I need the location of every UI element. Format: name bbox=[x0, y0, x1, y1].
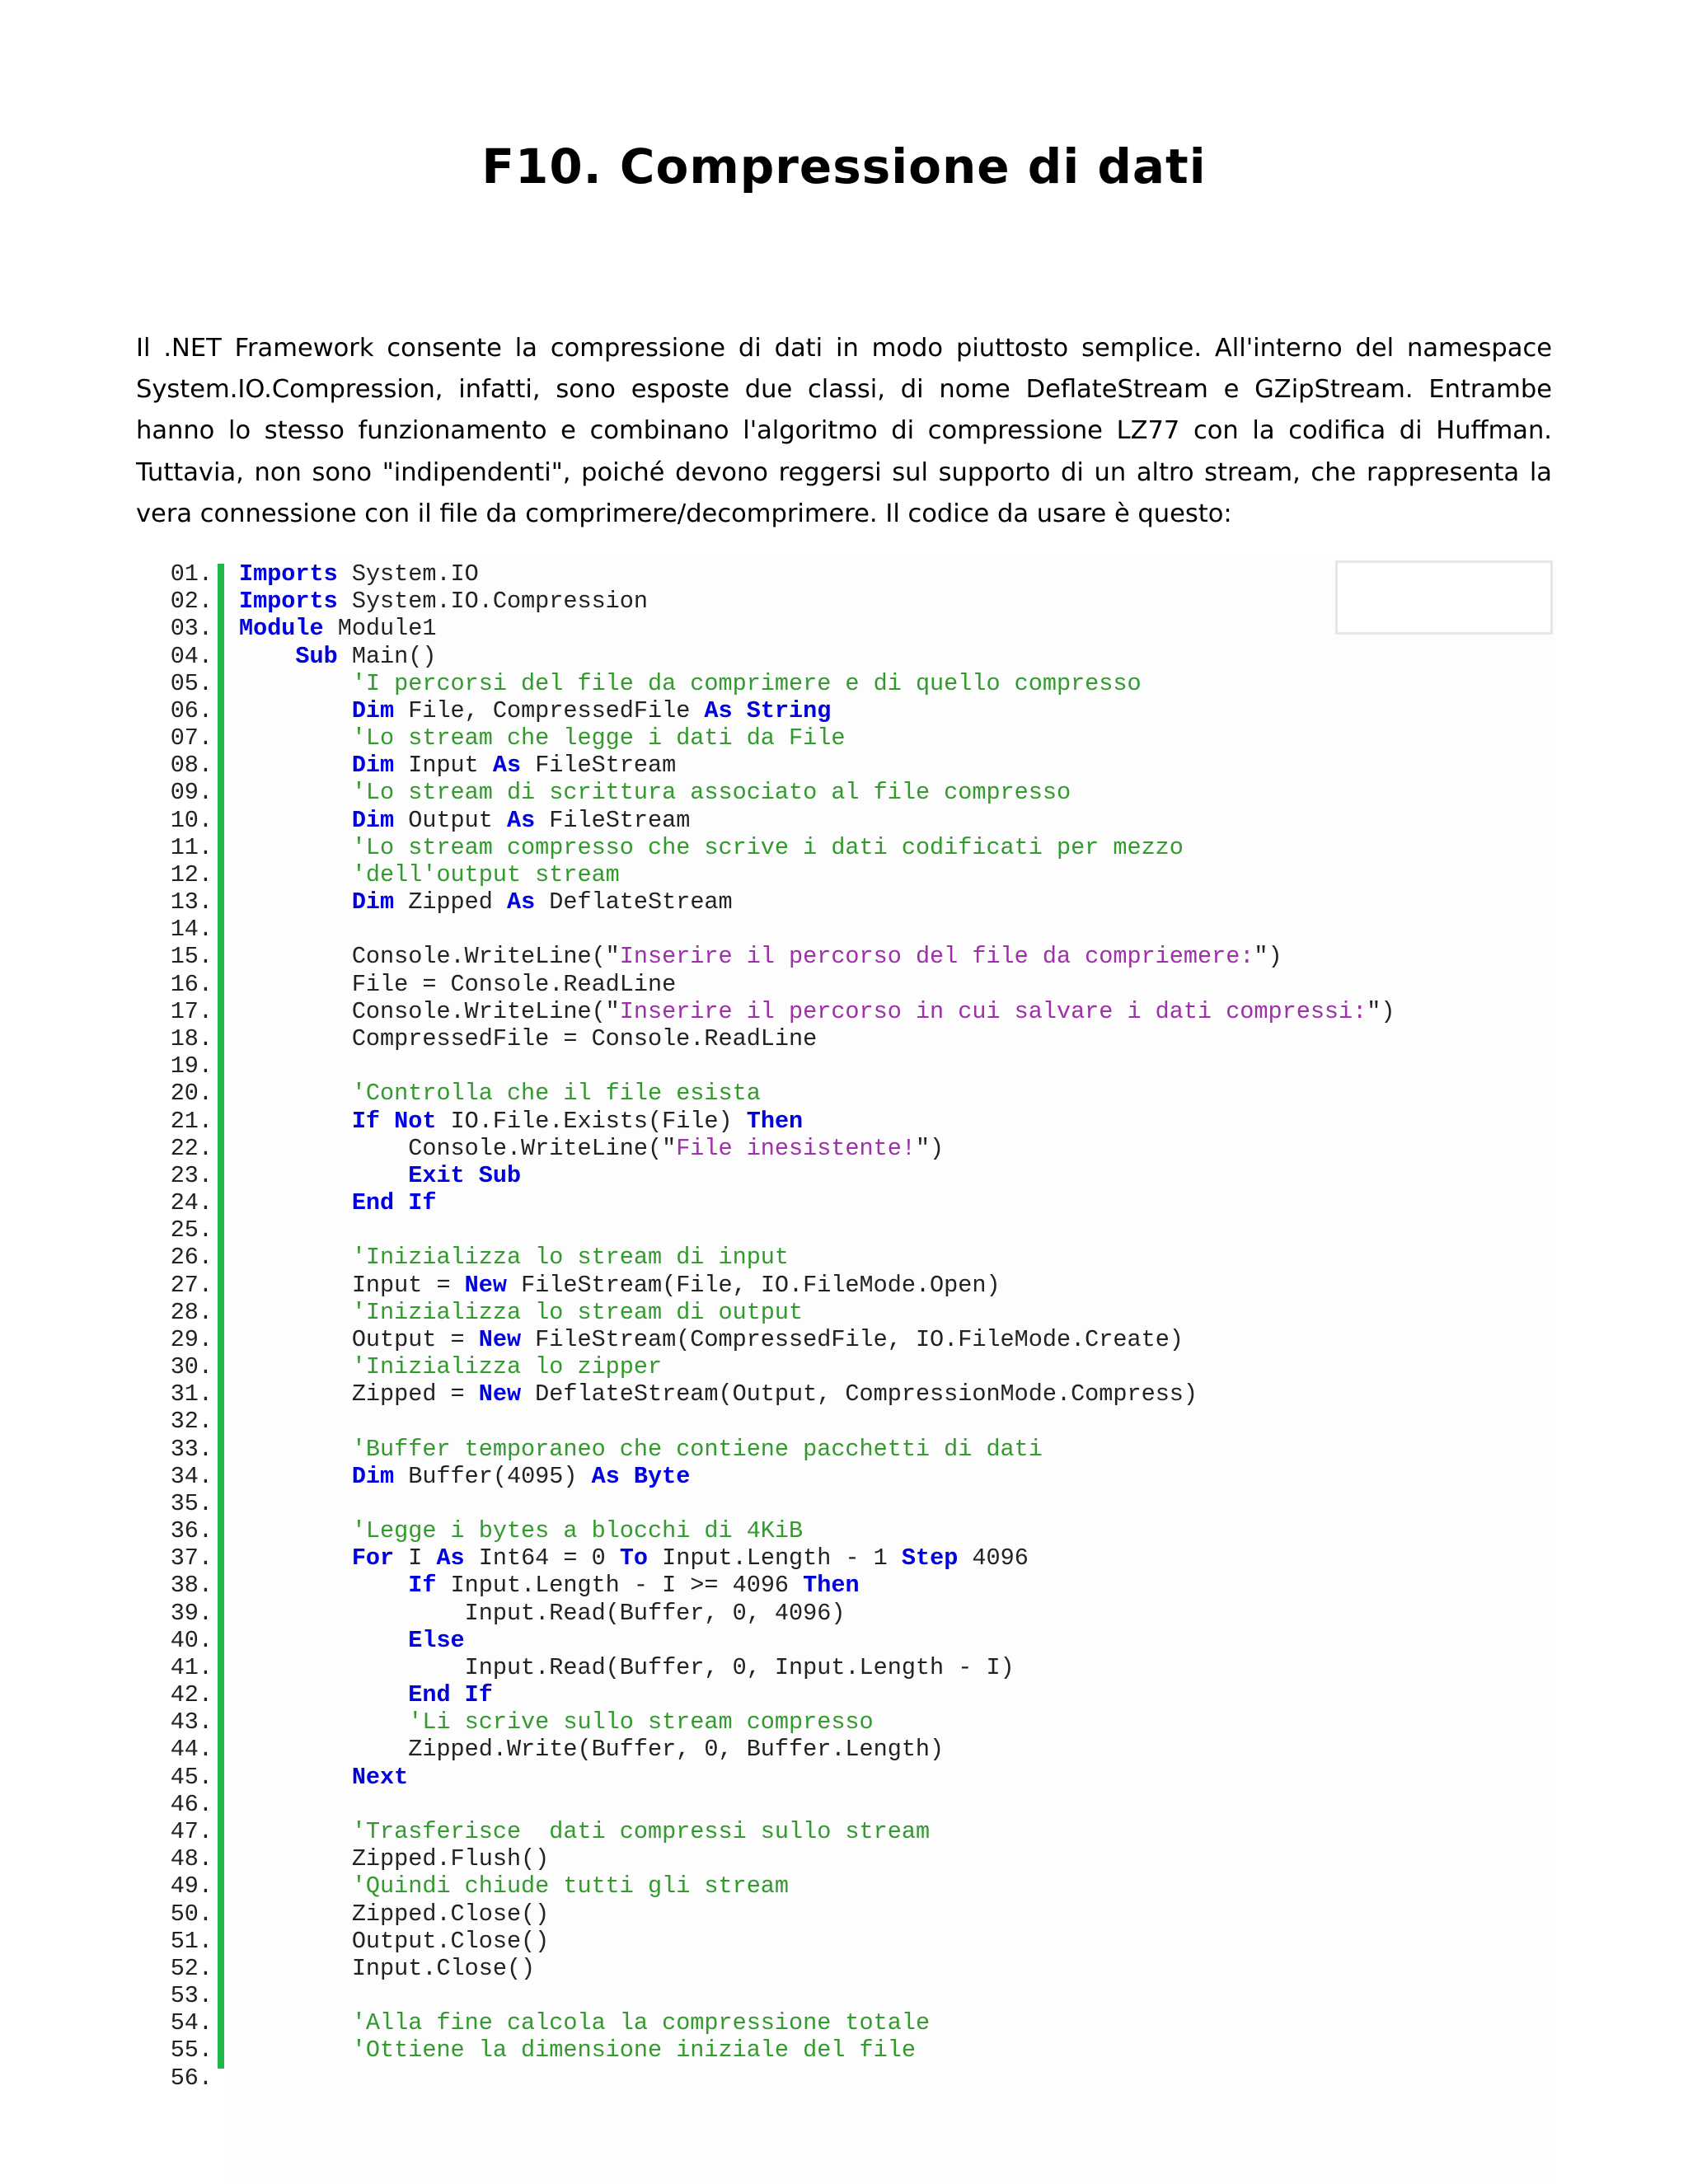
line-number: 51. bbox=[170, 1927, 213, 1955]
code-token: Zipped bbox=[394, 888, 507, 916]
code-text bbox=[213, 1708, 874, 1736]
line-number: 31. bbox=[170, 1380, 213, 1408]
code-line bbox=[124, 1627, 1556, 1654]
code-text bbox=[213, 697, 831, 724]
line-number: 50. bbox=[170, 1900, 213, 1928]
code-keyword: As bbox=[492, 752, 522, 780]
code-line bbox=[124, 1845, 1556, 1872]
code-line bbox=[124, 888, 1556, 916]
code-line bbox=[124, 1107, 1556, 1134]
code-keyword: Next bbox=[351, 1763, 409, 1791]
code-keyword: String bbox=[746, 696, 832, 724]
code-line bbox=[124, 1216, 1556, 1244]
code-token bbox=[239, 2009, 352, 2036]
code-text bbox=[213, 1736, 944, 1763]
code-string: Inserire il percorso in cui salvare i dati compressi: bbox=[619, 997, 1367, 1025]
code-token bbox=[239, 1818, 352, 1845]
code-text bbox=[213, 1928, 549, 1955]
code-token bbox=[465, 1162, 479, 1189]
code-gutter-bar bbox=[218, 564, 224, 2069]
code-token bbox=[239, 670, 352, 697]
line-number: 29. bbox=[170, 1325, 213, 1353]
code-line bbox=[124, 971, 1556, 998]
code-text bbox=[213, 1244, 789, 1271]
code-comment: 'Lo stream di scrittura associato al file compresso bbox=[351, 779, 1071, 807]
code-comment: 'Quindi chiude tutti gli stream bbox=[351, 1872, 790, 1900]
code-line bbox=[124, 1681, 1556, 1708]
code-line bbox=[124, 1052, 1556, 1080]
line-number: 45. bbox=[170, 1763, 213, 1791]
code-keyword: Dim bbox=[351, 806, 395, 834]
line-number: 42. bbox=[170, 1681, 213, 1709]
code-comment: 'Lo stream che legge i dati da File bbox=[351, 724, 846, 752]
code-text bbox=[213, 1845, 549, 1872]
code-token: FileStream bbox=[535, 806, 691, 834]
line-number: 11. bbox=[170, 833, 213, 861]
code-keyword: Sub bbox=[478, 1161, 522, 1189]
code-keyword: Then bbox=[746, 1107, 804, 1135]
line-number: 14. bbox=[170, 916, 213, 944]
code-token: Input = bbox=[239, 1271, 465, 1299]
line-number: 49. bbox=[170, 1872, 213, 1900]
code-token: Int64 = 0 bbox=[464, 1544, 620, 1572]
code-lines bbox=[124, 560, 1556, 2092]
code-line bbox=[124, 1928, 1556, 1955]
code-text bbox=[213, 1080, 761, 1107]
code-comment: 'dell'output stream bbox=[351, 860, 620, 888]
code-token: Input.Close() bbox=[239, 1954, 536, 1982]
line-number: 39. bbox=[170, 1599, 213, 1627]
code-token bbox=[451, 1681, 465, 1708]
code-line bbox=[124, 1271, 1556, 1298]
line-number: 13. bbox=[170, 888, 213, 916]
code-token bbox=[239, 1080, 352, 1107]
code-line bbox=[124, 1517, 1556, 1544]
code-keyword: Exit bbox=[408, 1161, 465, 1189]
code-keyword: Dim bbox=[351, 696, 395, 724]
line-number: 37. bbox=[170, 1544, 213, 1572]
code-token bbox=[239, 724, 352, 752]
code-text bbox=[213, 2036, 916, 2064]
code-keyword: If bbox=[351, 1107, 381, 1135]
code-line bbox=[124, 807, 1556, 834]
code-token: DeflateStream(Output, CompressionMode.Compress) bbox=[521, 1380, 1198, 1408]
code-text bbox=[213, 998, 1395, 1025]
code-text bbox=[213, 1517, 803, 1544]
code-text bbox=[213, 2009, 930, 2036]
code-token: Zipped = bbox=[239, 1380, 479, 1408]
line-number: 32. bbox=[170, 1408, 213, 1436]
code-text bbox=[213, 1818, 930, 1845]
line-number: 26. bbox=[170, 1244, 213, 1272]
code-token: Input.Length - 1 bbox=[648, 1544, 902, 1572]
code-text bbox=[213, 1463, 690, 1490]
code-token: Console.WriteLine(" bbox=[239, 997, 620, 1025]
line-number: 36. bbox=[170, 1517, 213, 1545]
code-keyword: To bbox=[619, 1544, 649, 1572]
line-number: 56. bbox=[170, 2064, 213, 2092]
code-keyword: Byte bbox=[633, 1462, 691, 1490]
code-comment: 'Trasferisce dati compressi sullo stream bbox=[351, 1817, 931, 1845]
code-comment: 'Ottiene la dimensione iniziale del file bbox=[351, 2036, 916, 2064]
code-token: ") bbox=[1254, 943, 1282, 971]
code-text bbox=[213, 1600, 845, 1627]
page-title: F10. Compressione di dati bbox=[481, 138, 1207, 194]
code-keyword: Dim bbox=[351, 752, 395, 780]
code-token bbox=[239, 1436, 352, 1463]
code-line bbox=[124, 1900, 1556, 1927]
code-text bbox=[213, 1627, 465, 1654]
code-listing bbox=[124, 560, 1556, 2092]
code-line bbox=[124, 1708, 1556, 1736]
code-text bbox=[213, 1135, 944, 1162]
code-comment: 'Inizializza lo stream di input bbox=[351, 1244, 790, 1272]
line-number: 34. bbox=[170, 1462, 213, 1490]
line-number: 28. bbox=[170, 1298, 213, 1326]
line-number: 27. bbox=[170, 1271, 213, 1299]
code-line bbox=[124, 1572, 1556, 1599]
code-keyword: End bbox=[351, 1189, 395, 1217]
code-keyword: Dim bbox=[351, 1462, 395, 1490]
code-line bbox=[124, 1791, 1556, 1818]
code-token: ") bbox=[1367, 997, 1395, 1025]
code-line bbox=[124, 2064, 1556, 2091]
code-text bbox=[213, 943, 1282, 970]
code-token bbox=[239, 1544, 352, 1572]
code-keyword: If bbox=[408, 1572, 437, 1600]
code-comment: 'Inizializza lo stream di output bbox=[351, 1298, 804, 1326]
code-text bbox=[213, 588, 648, 615]
code-token bbox=[239, 807, 352, 834]
code-keyword: As bbox=[506, 806, 536, 834]
code-token bbox=[239, 1517, 352, 1544]
code-token: FileStream bbox=[521, 752, 677, 780]
line-number: 46. bbox=[170, 1790, 213, 1818]
code-token bbox=[239, 1244, 352, 1271]
code-string: Inserire il percorso del file da compriemere: bbox=[619, 943, 1254, 971]
code-line bbox=[124, 1600, 1556, 1627]
code-comment: 'I percorsi del file da comprimere e di quello compresso bbox=[351, 669, 1142, 697]
code-text bbox=[213, 1353, 662, 1380]
line-number: 52. bbox=[170, 1954, 213, 1982]
code-text bbox=[213, 1900, 549, 1928]
code-line bbox=[124, 943, 1556, 970]
code-line bbox=[124, 1818, 1556, 1845]
code-keyword: Else bbox=[408, 1626, 465, 1654]
code-keyword: Not bbox=[394, 1107, 437, 1135]
line-number: 17. bbox=[170, 997, 213, 1025]
code-token: Module1 bbox=[323, 615, 437, 643]
code-text bbox=[213, 807, 690, 834]
code-text bbox=[213, 1764, 408, 1791]
code-token: Buffer(4095) bbox=[394, 1462, 592, 1490]
code-token: Output.Close() bbox=[239, 1927, 550, 1955]
code-token bbox=[239, 752, 352, 779]
code-token bbox=[239, 1627, 408, 1654]
code-token bbox=[239, 834, 352, 861]
code-line bbox=[124, 1982, 1556, 2009]
code-token bbox=[239, 1162, 408, 1189]
code-line bbox=[124, 1025, 1556, 1052]
code-token: I bbox=[394, 1544, 437, 1572]
line-number: 19. bbox=[170, 1052, 213, 1080]
code-token: FileStream(File, IO.FileMode.Open) bbox=[506, 1271, 1001, 1299]
code-text bbox=[213, 971, 676, 998]
code-line bbox=[124, 1162, 1556, 1189]
code-token bbox=[239, 861, 352, 888]
intro-paragraph: Il .NET Framework consente la compressione di dati in modo piuttosto semplice. All'interno del namespace System.IO.Compression, infatti, sono esposte due classi, di nome DeflateStream e GZipStream. Entrambe hanno lo stesso funzionamento e combinano l'algoritmo di compressione LZ77 con la codifica di Huffman. Tuttavia, non sono "indipendenti", poiché devono reggersi sul supporto di un altro stream, che rappresenta la vera connessione con il file da comprimere/decomprimere. Il codice da usare è questo: bbox=[136, 334, 1552, 528]
code-token bbox=[239, 1108, 352, 1135]
code-keyword: New bbox=[478, 1325, 522, 1353]
line-number: 53. bbox=[170, 1982, 213, 2010]
code-keyword: Imports bbox=[239, 588, 338, 616]
code-token bbox=[733, 697, 747, 724]
code-comment: 'Buffer temporaneo che contiene pacchetti di dati bbox=[351, 1435, 1043, 1463]
code-token bbox=[239, 888, 352, 916]
code-line bbox=[124, 1463, 1556, 1490]
code-token bbox=[239, 643, 295, 670]
code-keyword: Dim bbox=[351, 888, 395, 916]
line-number: 08. bbox=[170, 752, 213, 780]
code-token: System.IO.Compression bbox=[337, 588, 648, 616]
code-line bbox=[124, 560, 1556, 588]
code-keyword: For bbox=[351, 1544, 395, 1572]
code-text bbox=[213, 670, 1142, 697]
code-text bbox=[213, 1189, 436, 1216]
code-keyword: As bbox=[591, 1462, 620, 1490]
code-comment: 'Lo stream compresso che scrive i dati codificati per mezzo bbox=[351, 833, 1184, 861]
code-token: File, CompressedFile bbox=[394, 696, 705, 724]
line-number: 05. bbox=[170, 669, 213, 697]
line-number: 35. bbox=[170, 1489, 213, 1517]
code-text bbox=[213, 888, 733, 916]
code-line bbox=[124, 1189, 1556, 1216]
code-line bbox=[124, 1544, 1556, 1572]
code-keyword: New bbox=[478, 1380, 522, 1408]
code-line bbox=[124, 697, 1556, 724]
code-comment: 'Controlla che il file esista bbox=[351, 1080, 761, 1108]
code-token bbox=[239, 1189, 352, 1216]
line-number: 02. bbox=[170, 588, 213, 616]
code-token: Output = bbox=[239, 1325, 479, 1353]
line-number: 20. bbox=[170, 1080, 213, 1108]
code-line bbox=[124, 670, 1556, 697]
code-token bbox=[239, 1463, 352, 1490]
line-number: 41. bbox=[170, 1653, 213, 1681]
code-token bbox=[239, 697, 352, 724]
line-number: 06. bbox=[170, 696, 213, 724]
code-line bbox=[124, 1135, 1556, 1162]
code-line bbox=[124, 2009, 1556, 2036]
code-text bbox=[213, 724, 845, 752]
line-number: 48. bbox=[170, 1845, 213, 1873]
line-number: 23. bbox=[170, 1161, 213, 1189]
code-text bbox=[213, 752, 676, 779]
code-keyword: As bbox=[506, 888, 536, 916]
code-text bbox=[213, 615, 436, 642]
code-text bbox=[213, 1380, 1198, 1408]
code-token: Zipped.Write(Buffer, 0, Buffer.Length) bbox=[239, 1736, 945, 1764]
code-comment: 'Legge i bytes a blocchi di 4KiB bbox=[351, 1517, 804, 1545]
code-token bbox=[239, 1299, 352, 1326]
line-number: 07. bbox=[170, 724, 213, 752]
code-token: Console.WriteLine(" bbox=[239, 1134, 677, 1162]
code-text bbox=[213, 1436, 1043, 1463]
line-number: 55. bbox=[170, 2036, 213, 2064]
code-token bbox=[239, 1708, 408, 1736]
code-token: Console.WriteLine(" bbox=[239, 943, 620, 971]
code-line bbox=[124, 1955, 1556, 1982]
code-text bbox=[213, 1299, 803, 1326]
code-text bbox=[213, 1572, 860, 1599]
code-line bbox=[124, 588, 1556, 615]
code-token: Input.Length - I >= 4096 bbox=[436, 1572, 804, 1600]
code-comment: 'Alla fine calcola la compressione totale bbox=[351, 2009, 931, 2037]
line-number: 03. bbox=[170, 615, 213, 643]
code-keyword: Step bbox=[901, 1544, 959, 1572]
code-token bbox=[620, 1463, 634, 1490]
line-number: 09. bbox=[170, 779, 213, 807]
line-number: 04. bbox=[170, 642, 213, 670]
code-token: FileStream(CompressedFile, IO.FileMode.Create) bbox=[521, 1325, 1184, 1353]
code-line bbox=[124, 615, 1556, 642]
code-line bbox=[124, 779, 1556, 806]
code-string: File inesistente! bbox=[676, 1134, 916, 1162]
code-token: Input bbox=[394, 752, 493, 780]
code-line bbox=[124, 916, 1556, 943]
code-token: Input.Read(Buffer, 0, Input.Length - I) bbox=[239, 1653, 1015, 1681]
line-number: 24. bbox=[170, 1189, 213, 1217]
code-token bbox=[394, 1189, 408, 1216]
code-line bbox=[124, 1080, 1556, 1107]
line-number: 30. bbox=[170, 1353, 213, 1381]
code-text bbox=[213, 1025, 817, 1052]
code-line bbox=[124, 998, 1556, 1025]
code-token bbox=[239, 779, 352, 806]
code-keyword: If bbox=[464, 1681, 493, 1709]
code-token: Output bbox=[394, 806, 507, 834]
code-line bbox=[124, 1764, 1556, 1791]
code-line bbox=[124, 1299, 1556, 1326]
code-line bbox=[124, 1408, 1556, 1435]
code-keyword: New bbox=[464, 1271, 507, 1299]
line-number: 40. bbox=[170, 1626, 213, 1654]
line-number: 38. bbox=[170, 1572, 213, 1600]
line-number: 22. bbox=[170, 1134, 213, 1162]
line-number: 12. bbox=[170, 860, 213, 888]
code-line bbox=[124, 1436, 1556, 1463]
line-number: 54. bbox=[170, 2009, 213, 2037]
line-number: 21. bbox=[170, 1107, 213, 1135]
code-text bbox=[213, 1681, 493, 1708]
code-token bbox=[239, 2036, 352, 2064]
code-token bbox=[239, 1572, 408, 1599]
code-token: Zipped.Flush() bbox=[239, 1845, 550, 1873]
code-keyword: End bbox=[408, 1681, 451, 1709]
code-line bbox=[124, 1244, 1556, 1271]
code-text bbox=[213, 1955, 535, 1982]
code-token: Input.Read(Buffer, 0, 4096) bbox=[239, 1599, 846, 1627]
code-keyword: Then bbox=[803, 1572, 860, 1600]
line-number: 01. bbox=[170, 560, 213, 588]
code-keyword: Module bbox=[239, 615, 324, 643]
code-line bbox=[124, 724, 1556, 752]
code-token: Main() bbox=[337, 642, 437, 670]
line-number: 18. bbox=[170, 1025, 213, 1052]
code-line bbox=[124, 1654, 1556, 1681]
code-token bbox=[239, 1353, 352, 1380]
code-token bbox=[380, 1108, 394, 1135]
code-comment: 'Li scrive sullo stream compresso bbox=[408, 1708, 874, 1736]
code-line bbox=[124, 1326, 1556, 1353]
line-number: 15. bbox=[170, 943, 213, 971]
code-token: CompressedFile = Console.ReadLine bbox=[239, 1025, 818, 1052]
code-line bbox=[124, 1380, 1556, 1408]
line-number: 43. bbox=[170, 1708, 213, 1736]
code-line bbox=[124, 643, 1556, 670]
code-line bbox=[124, 834, 1556, 861]
line-number: 47. bbox=[170, 1817, 213, 1845]
code-token bbox=[239, 1764, 352, 1791]
line-number: 44. bbox=[170, 1736, 213, 1764]
code-keyword: If bbox=[408, 1189, 437, 1217]
line-number: 16. bbox=[170, 970, 213, 998]
code-line bbox=[124, 752, 1556, 779]
line-number: 33. bbox=[170, 1435, 213, 1463]
code-line bbox=[124, 2036, 1556, 2064]
code-text bbox=[213, 1272, 1001, 1299]
code-text bbox=[213, 643, 436, 670]
code-text bbox=[213, 1326, 1184, 1353]
code-text bbox=[213, 560, 479, 588]
code-keyword: Imports bbox=[239, 560, 338, 588]
code-text bbox=[213, 1162, 521, 1189]
code-line bbox=[124, 1490, 1556, 1517]
code-keyword: As bbox=[704, 696, 733, 724]
code-token: DeflateStream bbox=[535, 888, 733, 916]
line-number: 10. bbox=[170, 806, 213, 834]
code-token: 4096 bbox=[958, 1544, 1029, 1572]
code-line bbox=[124, 1872, 1556, 1900]
code-comment: 'Inizializza lo zipper bbox=[351, 1353, 663, 1381]
code-line bbox=[124, 861, 1556, 888]
code-token bbox=[239, 1681, 408, 1708]
code-text bbox=[213, 1654, 1015, 1681]
code-line bbox=[124, 1736, 1556, 1763]
code-token bbox=[239, 1872, 352, 1900]
code-token: IO.File.Exists(File) bbox=[436, 1107, 747, 1135]
code-line bbox=[124, 1353, 1556, 1380]
code-token: ") bbox=[915, 1134, 945, 1162]
line-number: 25. bbox=[170, 1216, 213, 1244]
code-text bbox=[213, 779, 1071, 806]
code-text bbox=[213, 1108, 803, 1135]
code-text bbox=[213, 861, 620, 888]
code-keyword: Sub bbox=[295, 642, 338, 670]
code-text bbox=[213, 834, 1184, 861]
code-token: Zipped.Close() bbox=[239, 1900, 550, 1928]
code-token: File = Console.ReadLine bbox=[239, 970, 677, 998]
code-token: System.IO bbox=[337, 560, 479, 588]
code-keyword: As bbox=[436, 1544, 465, 1572]
code-text bbox=[213, 1872, 789, 1900]
code-text bbox=[213, 1544, 1029, 1572]
